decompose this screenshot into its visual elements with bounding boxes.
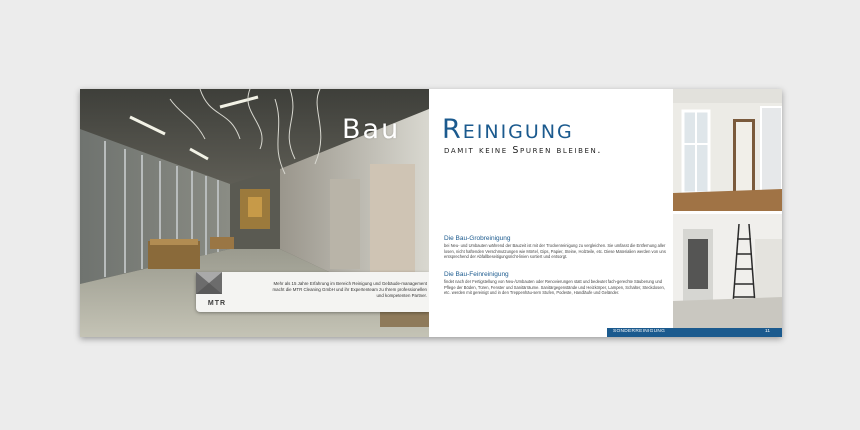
section-heading-fein: Die Bau-Feinreinigung — [444, 271, 509, 278]
room-images — [673, 89, 782, 337]
construction-photo — [80, 89, 429, 337]
logo-wordmark: MTR — [207, 300, 227, 307]
text-page — [429, 89, 673, 337]
brochure-spread — [80, 89, 782, 337]
footer-label: SONDERREINIGUNG — [613, 329, 666, 334]
mtr-logo-icon — [196, 272, 222, 300]
headline-bau: Bau — [342, 114, 401, 145]
headline-reinigung: Reinigung — [442, 114, 574, 145]
page-number: 11 — [765, 329, 770, 334]
room-photos — [673, 89, 782, 337]
company-info-box — [196, 272, 429, 312]
section-heading-grob: Die Bau-Grobreinigung — [444, 235, 511, 242]
section-text-fein: findet nach der Fertigstellung von Neu-/Umbauten oder Renovierungen statt und bedeutet fach-gerechte Säuberung und Pflege der Böden, Türen, Fenster und Sanitärräume. Sanitärgegenstände und Heizkörper, Lampen, Schalter, Steckdosen, etc. werden mit gereinigt und in den Treppenhäu-sern Stufen, Podeste, Handläufe und Geländer. — [444, 279, 665, 296]
footer-bar — [607, 328, 782, 337]
tagline: damit keine Spuren bleiben. — [444, 145, 603, 156]
section-text-grob: bei Neu- und Umbauten während der Bauzeit ist mit der Trockenreinigung zu vergleichen. Sie umfasst die Entfernung aller losen, nicht haftenden Verschmutzungen wie Mörtel, Gips, Papier, Steine, Holzteile, etc. Diese Materialien werden von uns entsprechend der Abfallbeseitigungsricht-linien sortiert und entsorgt. — [444, 243, 666, 260]
company-description: Mehr als 15 Jahre Erfahrung im Bereich Reinigung und Gebäude-management macht die MTR Cleaning GmbH und ihr Expertenteam zu Ihrem professionellen und kompetenten Partner. — [272, 281, 427, 298]
